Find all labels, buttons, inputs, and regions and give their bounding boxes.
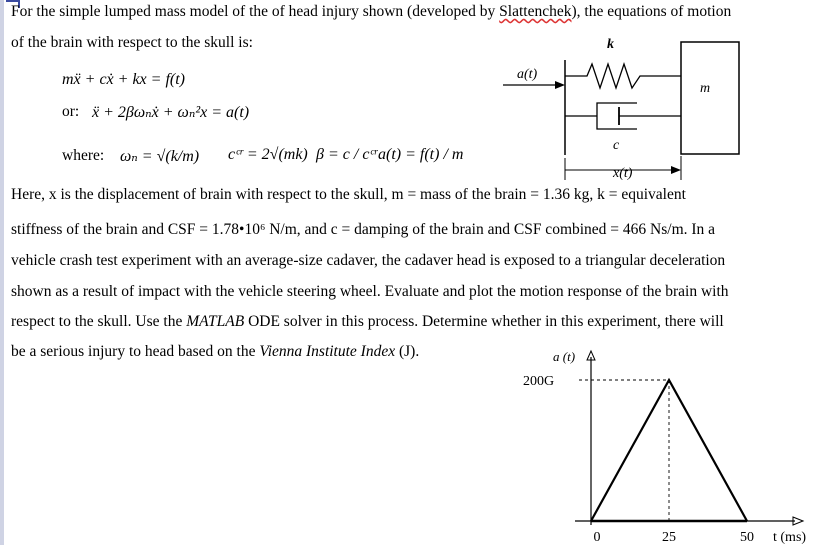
author-name: Slattenchek bbox=[499, 3, 572, 20]
triangular-pulse-line bbox=[591, 380, 747, 521]
peak-tick-label: 200G bbox=[523, 374, 555, 389]
lumped-mass-diagram bbox=[495, 30, 750, 185]
mass-block bbox=[681, 42, 739, 154]
body-line-1: Here, x is the displacement of brain with respect to the skull, m = mass of the brain = 1.36 kg, k = equivalent bbox=[11, 186, 686, 203]
omega-definition: ωₙ = √(k/m) bbox=[120, 148, 200, 165]
matlab-text: MATLAB bbox=[186, 313, 245, 330]
intro-line-1 bbox=[11, 3, 731, 21]
left-margin-bar bbox=[0, 0, 4, 545]
accel-definition: a(t) = f(t) / m bbox=[378, 146, 464, 163]
x-tick-label-0: 0 bbox=[593, 530, 601, 545]
body-line-6-post: (J). bbox=[395, 343, 420, 360]
mass-label: m bbox=[700, 81, 711, 96]
beta-definition: β = c / cᶜʳ bbox=[316, 146, 378, 163]
body-line-5-post: ODE solver in this process. Determine whether in this experiment, there will bbox=[244, 313, 724, 330]
deceleration-chart bbox=[515, 345, 820, 545]
body-line-6 bbox=[11, 343, 419, 361]
intro-text: For the simple lumped mass model of the of head injury shown (developed by bbox=[11, 3, 500, 20]
cursor-mark bbox=[6, 0, 18, 2]
intro-line-2: of the brain with respect to the skull is: bbox=[11, 34, 253, 51]
intro-text-end: ), the equations of motion bbox=[571, 3, 732, 20]
equation-normalized: ẍ + 2βωₙẋ + ωₙ²x = a(t) bbox=[92, 104, 250, 121]
input-arrowhead bbox=[555, 81, 565, 89]
or-label: or: bbox=[62, 103, 80, 120]
input-label: a(t) bbox=[517, 67, 538, 82]
spring-label: k bbox=[607, 37, 614, 52]
spring bbox=[565, 64, 681, 88]
ccr-definition: cᶜʳ = 2√(mk) bbox=[228, 146, 308, 163]
x-tick-label-50: 50 bbox=[740, 530, 754, 545]
x-axis-label: t (ms) bbox=[773, 530, 807, 545]
body-line-4: shown as a result of impact with the vehicle steering wheel. Evaluate and plot the motion response of the brain with bbox=[11, 283, 729, 300]
equation-motion: mẍ + cẋ + kx = f(t) bbox=[62, 71, 185, 88]
vienna-index-text: Vienna Institute Index bbox=[259, 343, 396, 360]
disp-arrowhead bbox=[671, 166, 681, 174]
body-line-6-pre: be a serious injury to head based on the bbox=[11, 343, 260, 360]
x-tick-label-25: 25 bbox=[662, 530, 676, 545]
body-line-3: vehicle crash test experiment with an average-size cadaver, the cadaver head is exposed to a triangular deceleration bbox=[11, 252, 726, 269]
damper-label: c bbox=[613, 138, 620, 153]
body-line-2: stiffness of the brain and CSF = 1.78•10⁶ N/m, and c = damping of the brain and CSF combined = 466 Ns/m. In a bbox=[11, 221, 716, 238]
body-line-5-pre: respect to the skull. Use the bbox=[11, 313, 187, 330]
y-axis-label: a (t) bbox=[553, 349, 576, 364]
where-label: where: bbox=[62, 147, 105, 164]
body-line-5 bbox=[11, 313, 724, 331]
disp-label: x(t) bbox=[613, 166, 633, 181]
